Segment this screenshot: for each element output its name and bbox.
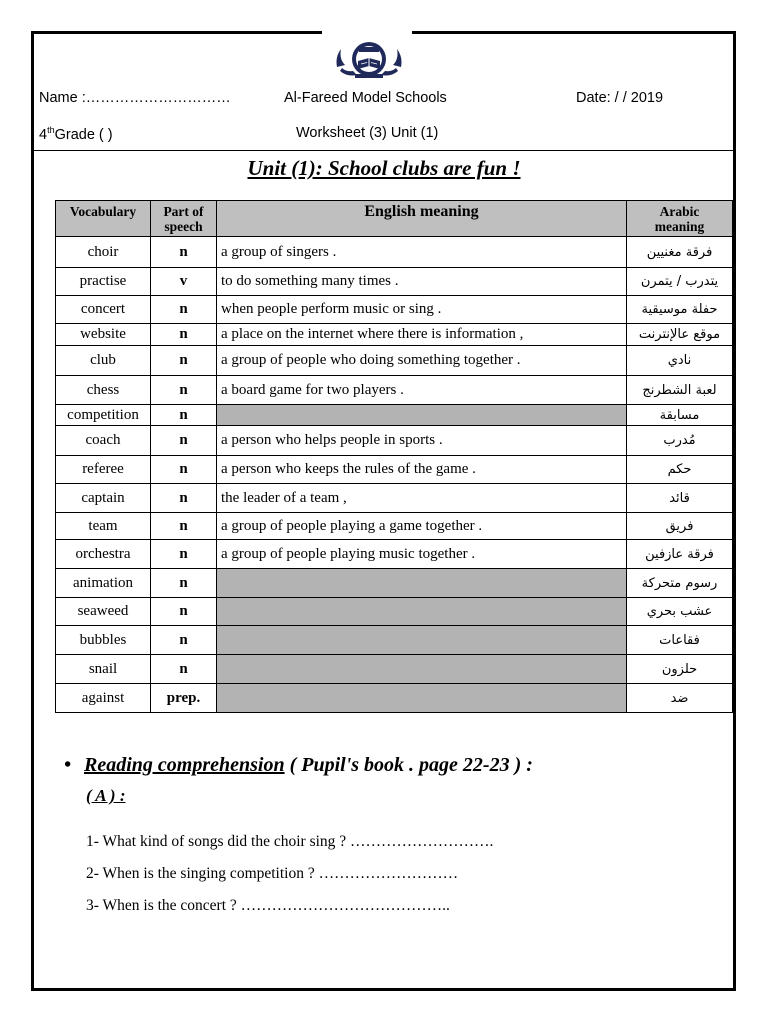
arabic-meaning: حفلة موسيقية	[627, 296, 733, 324]
vocab-word: choir	[56, 237, 151, 268]
table-row	[56, 237, 733, 268]
vocabulary-table	[55, 200, 733, 713]
vocab-word: competition	[56, 405, 151, 426]
table-row	[56, 376, 733, 405]
table-row	[56, 456, 733, 484]
vocab-word: captain	[56, 484, 151, 513]
part-of-speech: n	[151, 626, 217, 655]
vocab-word: snail	[56, 655, 151, 684]
table-row	[56, 484, 733, 513]
header-part-of-speech	[151, 201, 217, 237]
english-meaning: a group of people playing music together .	[217, 540, 627, 569]
part-of-speech: n	[151, 484, 217, 513]
header-divider	[34, 150, 734, 151]
english-meaning	[217, 569, 627, 598]
part-of-speech: n	[151, 376, 217, 405]
vocab-word: website	[56, 324, 151, 346]
arabic-meaning: فرقة مغنيين	[627, 237, 733, 268]
part-of-speech: n	[151, 655, 217, 684]
vocab-word: chess	[56, 376, 151, 405]
english-meaning	[217, 655, 627, 684]
part-of-speech: n	[151, 296, 217, 324]
bullet-icon: •	[64, 754, 72, 776]
english-meaning: to do something many times .	[217, 268, 627, 296]
arabic-meaning: مُدرب	[627, 426, 733, 456]
reading-heading	[64, 754, 533, 777]
arabic-meaning: قائد	[627, 484, 733, 513]
school-name: Al-Fareed Model Schools	[284, 90, 447, 106]
table-row	[56, 346, 733, 376]
part-of-speech: n	[151, 456, 217, 484]
part-of-speech: n	[151, 237, 217, 268]
table-row	[56, 296, 733, 324]
vocab-word: seaweed	[56, 598, 151, 626]
part-of-speech: prep.	[151, 684, 217, 713]
table-row	[56, 540, 733, 569]
table-row	[56, 513, 733, 540]
table-row	[56, 684, 733, 713]
vocab-word: animation	[56, 569, 151, 598]
header-pos-line1: Part of	[163, 203, 204, 219]
arabic-meaning: نادي	[627, 346, 733, 376]
question-1: 1- What kind of songs did the choir sing ? ……………………….	[86, 833, 494, 850]
english-meaning	[217, 598, 627, 626]
question-3: 3- When is the concert ? …………………………………..	[86, 897, 450, 914]
name-field-label: Name :…………………………	[39, 90, 231, 106]
vocab-word: practise	[56, 268, 151, 296]
arabic-meaning: يتدرب / يتمرن	[627, 268, 733, 296]
arabic-meaning: رسوم متحركة	[627, 569, 733, 598]
part-of-speech: n	[151, 405, 217, 426]
table-row	[56, 626, 733, 655]
table-row	[56, 598, 733, 626]
english-meaning: when people perform music or sing .	[217, 296, 627, 324]
table-row	[56, 655, 733, 684]
part-of-speech: n	[151, 513, 217, 540]
date-field-label: Date: / / 2019	[576, 90, 664, 106]
grade-superscript: th	[47, 125, 55, 135]
question-2: 2- When is the singing competition ? ………………………	[86, 865, 459, 882]
vocab-word: team	[56, 513, 151, 540]
english-meaning: a group of people playing a game together .	[217, 513, 627, 540]
grade-number: 4	[39, 126, 48, 143]
part-of-speech: n	[151, 569, 217, 598]
english-meaning	[217, 626, 627, 655]
reading-subheading: ( A ) :	[86, 786, 126, 805]
vocabulary-rows	[56, 237, 733, 713]
reading-heading-underlined: Reading comprehension	[84, 754, 285, 776]
table-row	[56, 405, 733, 426]
english-meaning: the leader of a team ,	[217, 484, 627, 513]
arabic-meaning: حلزون	[627, 655, 733, 684]
part-of-speech: v	[151, 268, 217, 296]
part-of-speech: n	[151, 426, 217, 456]
header-arabic-line2: meaning	[654, 218, 705, 234]
english-meaning: a place on the internet where there is information ,	[217, 324, 627, 346]
vocab-word: bubbles	[56, 626, 151, 655]
table-row	[56, 569, 733, 598]
table-row	[56, 426, 733, 456]
arabic-meaning: موقع عالإنترنت	[627, 324, 733, 346]
arabic-meaning: فرقة عازفين	[627, 540, 733, 569]
header-arabic-meaning	[627, 201, 733, 237]
arabic-meaning: ضد	[627, 684, 733, 713]
table-header-row	[56, 201, 733, 237]
part-of-speech: n	[151, 324, 217, 346]
vocab-word: club	[56, 346, 151, 376]
english-meaning: a person who helps people in sports .	[217, 426, 627, 456]
arabic-meaning: فقاعات	[627, 626, 733, 655]
header-vocabulary: Vocabulary	[56, 201, 151, 237]
arabic-meaning: عشب بحري	[627, 598, 733, 626]
header-pos-line2: speech	[164, 218, 203, 234]
page-title: Unit (1): School clubs are fun !	[247, 156, 521, 180]
english-meaning: a group of people who doing something together .	[217, 346, 627, 376]
part-of-speech: n	[151, 598, 217, 626]
english-meaning	[217, 684, 627, 713]
english-meaning	[217, 405, 627, 426]
arabic-meaning: مسابقة	[627, 405, 733, 426]
part-of-speech: n	[151, 346, 217, 376]
header-english-meaning: English meaning	[217, 201, 627, 237]
worksheet-label: Worksheet (3) Unit (1)	[296, 125, 439, 141]
vocab-word: against	[56, 684, 151, 713]
arabic-meaning: لعبة الشطرنج	[627, 376, 733, 405]
header-arabic-line1: Arabic	[659, 203, 700, 219]
english-meaning: a person who keeps the rules of the game .	[217, 456, 627, 484]
arabic-meaning: حكم	[627, 456, 733, 484]
vocab-word: orchestra	[56, 540, 151, 569]
part-of-speech: n	[151, 540, 217, 569]
english-meaning: a board game for two players .	[217, 376, 627, 405]
grade-text: Grade ( )	[54, 126, 113, 143]
arabic-meaning: فريق	[627, 513, 733, 540]
vocab-word: coach	[56, 426, 151, 456]
english-meaning: a group of singers .	[217, 237, 627, 268]
vocab-word: concert	[56, 296, 151, 324]
grade-label	[39, 125, 113, 143]
vocab-word: referee	[56, 456, 151, 484]
school-crest-logo	[333, 37, 405, 81]
reading-heading-rest: ( Pupil's book . page 22-23 ) :	[284, 754, 533, 776]
table-row	[56, 324, 733, 346]
table-row	[56, 268, 733, 296]
